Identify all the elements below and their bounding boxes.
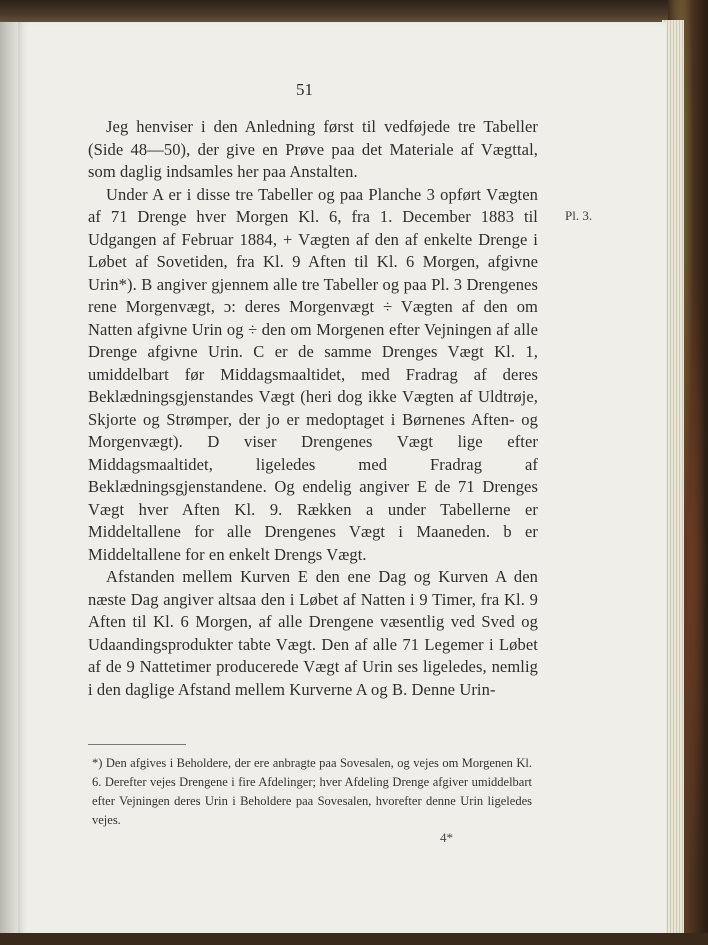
body-text [88,116,538,701]
paragraph-3: Afstanden mellem Kurven E den ene Dag og Kurven A den næste Dag angiver altsaa den i Løbet af Natten i 9 Timer, fra Kl. 9 Aften til Kl. 6 Morgen, af alle Drengene væsentlig ved Sved og Udaandingsprodukter tabte Vægt. Den af alle 71 Legemer i Løbet af de 9 Nattetimer producerede Vægt af Urin ses ligeledes, nemlig i den daglige Afstand mellem Kurverne A og B. Denne Urin- [88,567,538,699]
footnote: *) Den afgives i Beholdere, der ere anbragte paa Sovesalen, og vejes om Morgenen Kl. 6. Derefter vejes Drengene i fire Afdelinger; hver Afdeling Drenge afgiver umiddelbart efter Vejningen deres Urin i Beholdere paa Sovesalen, hvorefter denne Urin ligeledes vejes. [92,756,532,827]
footnote-rule [88,744,186,745]
margin-note: Pl. 3. [565,208,593,223]
signature-mark: 4* [440,830,453,845]
book-bottom-edge [0,933,708,945]
page-number: 51 [296,80,313,99]
paragraph-1: Jeg henviser i den Anledning først til vedføjede tre Tabeller (Side 48—50), der give en Prøve paa det Materiale af Vægttal, som daglig indsamles her paa Anstalten. [88,117,538,181]
paragraph-2: Under A er i disse tre Tabeller og paa Planche 3 opført Vægten af 71 Drenge hver Morgen Kl. 6, fra 1. December 1883 til Udgangen af Februar 1884, + Vægten af den af enkelte Drenge i Løbet af Sovetiden, fra Kl. 9 Aften til Kl. 6 Morgen, afgivne Urin*). B angiver gjennem alle tre Tabeller og paa Pl. 3 Drengenes rene Morgenvægt, ɔ: deres Morgenvægt ÷ Vægten af den om Natten afgivne Urin og ÷ den om Morgenen efter Vejningen af alle Drenge afgivne Urin. C er de samme Drenges Vægt Kl. 1, umiddelbart før Middagsmaaltidet, med Fradrag af deres Beklædningsgjenstandes Vægt (heri dog ikke Vægten af Uldtrøje, Skjorte og Strømper, der jo er medoptaget i Børnenes Aften- og Morgenvægt). D viser Drengenes Vægt lige efter Middagsmaaltidet, ligeledes med Fradrag af Beklædningsgjenstandene. Og endelig angiver E de 71 Drenges Vægt hver Aften Kl. 9. Rækken a under Tabellerne er Middeltallene for alle Drengenes Vægt i Maaneden. b er Middeltallene for en enkelt Drengs Vægt. [88,184,538,564]
